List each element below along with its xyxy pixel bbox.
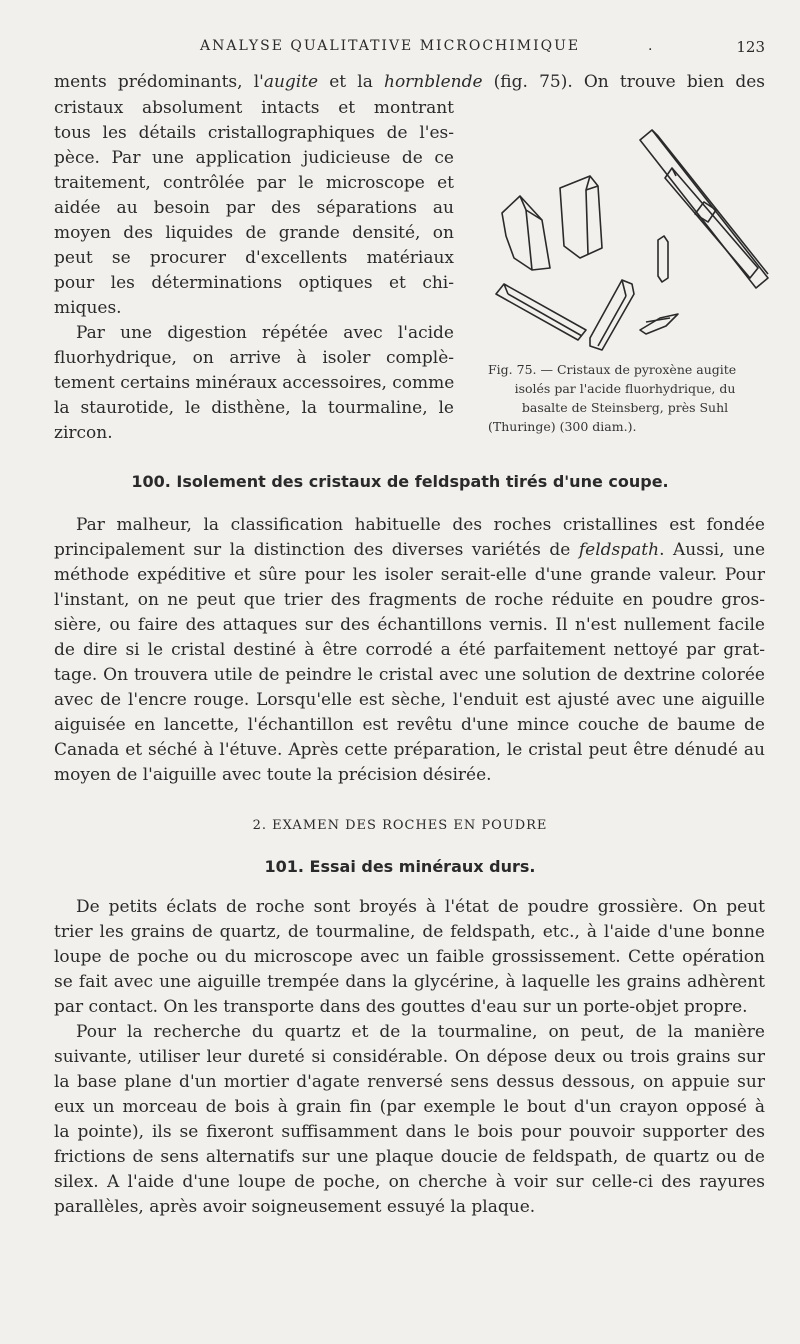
text-line: silex. A l'aide d'une loupe de poche, on cherche à voir sur celle-ci des rayures xyxy=(54,1172,765,1192)
page-number: 123 xyxy=(736,38,765,56)
mineral-term: feldspath xyxy=(578,540,660,560)
crystal-left-prism xyxy=(502,196,550,270)
text-line: peut se procurer d'excellents matériaux xyxy=(54,248,454,268)
mineral-term: hornblende xyxy=(384,72,483,92)
text-line: la base plane d'un mortier d'agate renversé sens dessus dessous, on appuie sur xyxy=(54,1072,765,1092)
text-line: aiguisée en lancette, l'échantillon est revêtu d'une mince couche de baume de xyxy=(54,715,765,735)
text-line: tage. On trouvera utile de peindre le cristal avec une solution de dextrine colorée xyxy=(54,665,765,685)
crystal-small-vertical xyxy=(658,236,668,282)
crystal-center-bottom xyxy=(590,280,634,350)
crystal-long-diagonal xyxy=(640,130,768,288)
text-line: la pointe), ils se fixeront suffisamment dans le bois pour pouvoir supporter des xyxy=(54,1122,765,1142)
text-line: loupe de poche ou du microscope avec un faible grossissement. Cette opération xyxy=(54,947,765,967)
crystal-diamond xyxy=(640,314,678,334)
text-line: sière, ou faire des attaques sur des échantillons vernis. Il n'est nullement facile xyxy=(54,615,765,635)
text-line: pèce. Par une application judicieuse de ce xyxy=(54,148,454,168)
text-line: Par malheur, la classification habituelle des roches cristallines est fondée xyxy=(76,515,765,535)
text-line: l'instant, on ne peut que trier des fragments de roche réduite en poudre gros- xyxy=(54,590,765,610)
header-separator: . xyxy=(648,38,655,54)
running-title: ANALYSE QUALITATIVE MICROCHIMIQUE xyxy=(200,38,581,54)
text-line: par contact. On les transporte dans des gouttes d'eau sur un porte-objet propre. xyxy=(54,997,748,1017)
text-line: fluorhydrique, on arrive à isoler complè- xyxy=(54,348,454,368)
text-line: De petits éclats de roche sont broyés à l'état de poudre grossière. On peut xyxy=(76,897,765,917)
text-line: aidée au besoin par des séparations au xyxy=(54,198,454,218)
text-line: frictions de sens alternatifs sur une plaque doucie de feldspath, de quartz ou de xyxy=(54,1147,765,1167)
text-line: se fait avec une aiguille trempée dans la glycérine, à laquelle les grains adhèrent xyxy=(54,972,765,992)
text-line: pour les déterminations optiques et chi- xyxy=(54,273,454,293)
crystal-upright xyxy=(560,176,602,258)
text-line: moyen de l'aiguille avec toute la précision désirée. xyxy=(54,765,492,785)
chapter-heading: 2. EXAMEN DES ROCHES EN POUDRE xyxy=(252,818,548,833)
text-line: zircon. xyxy=(54,423,113,443)
text-line: suivante, utiliser leur dureté si considérable. On dépose deux ou trois grains sur xyxy=(54,1047,765,1067)
text-line: la staurotide, le disthène, la tourmaline, le xyxy=(54,398,454,418)
text-line: eux un morceau de bois à grain fin (par exemple le bout d'un crayon opposé à xyxy=(54,1097,765,1117)
crystal-diagonal-2 xyxy=(665,168,758,278)
text-line: tement certains minéraux accessoires, comme xyxy=(54,373,455,393)
text-line: principalement sur la distinction des diverses variétés de feldspath. Aussi, une xyxy=(54,540,766,560)
figure-caption: Fig. 75. — Cristaux de pyroxène augite isolés par l'acide fluorhydrique, du basalte de Steinsberg, près Suhl (Thuringe) (300 diam.). xyxy=(488,362,737,434)
text-line: avec de l'encre rouge. Lorsqu'elle est sèche, l'enduit est ajusté avec une aiguille xyxy=(54,690,765,710)
text-line: Par une digestion répétée avec l'acide xyxy=(76,323,454,343)
text-line: moyen des liquides de grande densité, on xyxy=(54,223,454,243)
mineral-term: augite xyxy=(263,72,319,92)
text-line: ments prédominants, l'augite et la hornblende (fig. 75). On trouve bien des xyxy=(54,72,765,92)
text-line: de dire si le cristal destiné à être corrodé a été parfaitement nettoyé par grat- xyxy=(54,640,765,660)
text-line: méthode expéditive et sûre pour les isoler serait-elle d'une grande valeur. Pour xyxy=(54,565,765,585)
text-line: miques. xyxy=(54,298,122,318)
text-line: cristaux absolument intacts et montrant xyxy=(54,98,454,118)
text-line: Canada et séché à l'étuve. Après cette préparation, le cristal peut être dénudé au xyxy=(54,740,765,760)
text-line: parallèles, après avoir soigneusement essuyé la plaque. xyxy=(54,1197,536,1217)
text-line: tous les détails cristallographiques de l'es- xyxy=(54,123,454,143)
section-heading: 101. Essai des minéraux durs. xyxy=(264,857,536,876)
crystal-lying xyxy=(496,284,586,340)
crystal-figure xyxy=(490,118,772,358)
text-line: Pour la recherche du quartz et de la tourmaline, on peut, de la manière xyxy=(76,1022,765,1042)
text-line: traitement, contrôlée par le microscope et xyxy=(54,173,454,193)
section-heading: 100. Isolement des cristaux de feldspath tirés d'une coupe. xyxy=(131,472,669,491)
text-line: trier les grains de quartz, de tourmaline, de feldspath, etc., à l'aide d'une bonne xyxy=(54,922,765,942)
running-header xyxy=(200,38,765,60)
